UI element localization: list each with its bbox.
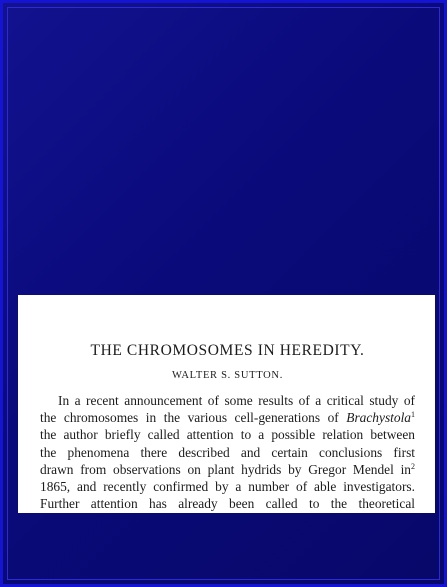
body-text: drawn from observations on plant hydrids by Gregor Mendel in	[40, 461, 411, 477]
body-line	[40, 444, 415, 461]
body-line	[40, 461, 415, 478]
body-line	[40, 478, 415, 495]
document-title: THE CHROMOSOMES IN HEREDITY.	[90, 342, 365, 359]
footnote-marker: 1	[411, 410, 415, 420]
footnote-marker: 2	[411, 461, 415, 471]
italic-text: Brachystola	[346, 410, 411, 426]
body-line	[40, 392, 415, 409]
body-text: In a recent announcement of some results of a critical study of	[58, 393, 415, 408]
body-line	[40, 426, 415, 443]
body-line	[40, 409, 415, 426]
body-line	[40, 495, 415, 512]
document-excerpt	[18, 295, 435, 513]
body-text: the chromosomes in the various cell-generations of	[40, 410, 347, 426]
document-body	[40, 392, 415, 512]
body-text: Further attention has already been called to the theoretical	[40, 496, 415, 512]
body-text: the phenomena there described and certain conclusions first	[40, 444, 415, 460]
document-author: WALTER S. SUTTON.	[171, 370, 284, 381]
body-text: 1865, and recently confirmed by a number of able investigators.	[40, 479, 415, 495]
body-text: the author briefly called attention to a possible relation between	[40, 427, 415, 443]
